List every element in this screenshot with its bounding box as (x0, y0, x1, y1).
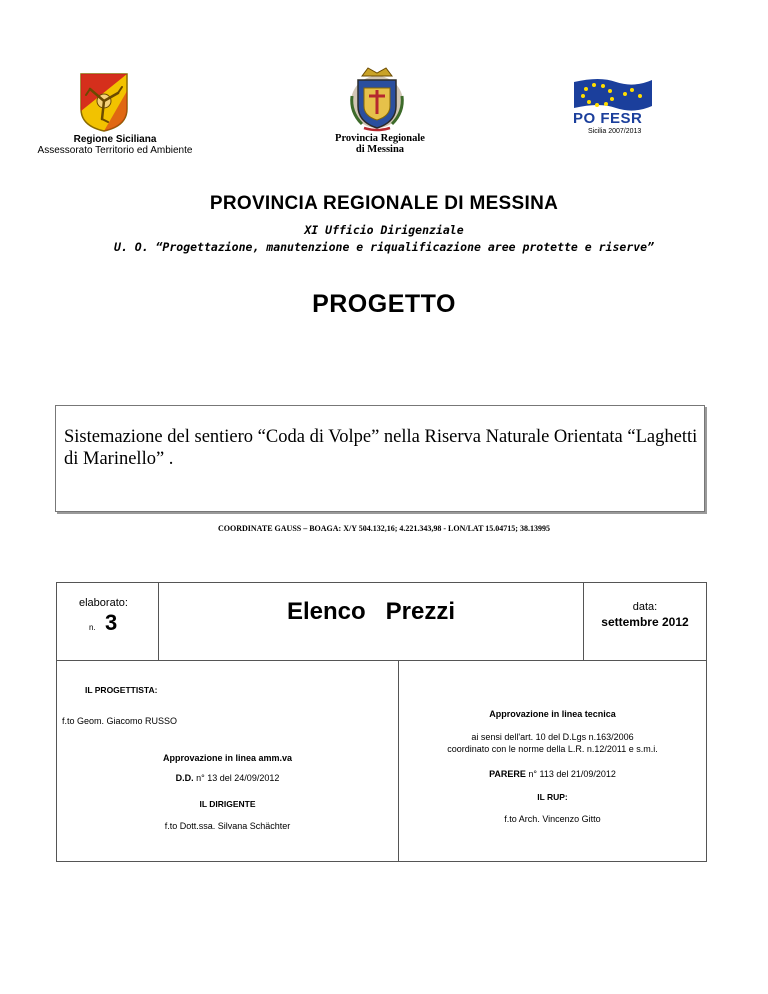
project-heading: PROGETTO (312, 290, 456, 318)
unit-subtitle: U. O. “Progettazione, manutenzione e riqualificazione aree protette e riserve” (113, 240, 655, 254)
dd-line (57, 773, 398, 783)
data-value: settembre 2012 (601, 615, 689, 629)
parere-label: PARERE (489, 769, 526, 779)
dirigente-name: f.to Dott.ssa. Silvana Schächter (164, 821, 291, 831)
office-subtitle: XI Ufficio Dirigenziale (304, 223, 464, 237)
approvazione-amm-label: Approvazione in linea amm.va (162, 753, 293, 763)
regione-siciliana-name: Regione Siciliana (73, 134, 157, 145)
project-description: Sistemazione del sentiero “Coda di Volpe” nella Riserva Naturale Orientata “Laghetti di Marinello” . (64, 427, 698, 469)
document-title: Elenco Prezzi (286, 598, 456, 625)
po-fesr-text: PO FESR (573, 110, 643, 127)
po-fesr-logo (570, 76, 656, 138)
rup-name: f.to Arch. Vincenzo Gitto (504, 814, 601, 824)
project-description-box (55, 405, 705, 512)
crest-icon (348, 66, 406, 132)
elaborato-number: 3 (105, 610, 118, 635)
parere-line (399, 769, 706, 779)
regione-siciliana-logo (78, 71, 130, 133)
dirigente-label: IL DIRIGENTE (199, 799, 256, 809)
po-fesr-subtext: Sicilia 2007/2013 (588, 128, 642, 135)
dd-value: n° 13 del 24/09/2012 (196, 773, 280, 783)
parere-value: n° 113 del 21/09/2012 (528, 769, 616, 779)
law-line-2: coordinato con le norme della L.R. n.12/2011 e s.m.i. (447, 744, 658, 754)
data-label: data: (632, 601, 658, 613)
approvazione-tecnica-label: Approvazione in linea tecnica (489, 709, 616, 719)
trinacria-shield-icon (78, 71, 130, 133)
progettista-name: f.to Geom. Giacomo RUSSO (62, 716, 178, 726)
law-line-1: ai sensi dell'art. 10 del D.Lgs n.163/2006 (471, 732, 634, 742)
provincia-line1: Provincia Regionale (335, 133, 425, 144)
elaborato-label: elaborato: (79, 597, 128, 609)
provincia-line2: di Messina (355, 144, 405, 155)
n-label: n. (89, 623, 96, 632)
rup-label: IL RUP: (537, 792, 568, 802)
dd-label: D.D. (175, 773, 194, 783)
assessorato-name: Assessorato Territorio ed Ambiente (37, 145, 193, 156)
coordinates-line: COORDINATE GAUSS – BOAGA: X/Y 504.132,16; 4.221.343,98 - LON/LAT 15.04715; 38.13995 (218, 524, 550, 533)
provincia-messina-crest (348, 66, 406, 132)
progettista-label: IL PROGETTISTA: (85, 685, 158, 695)
info-table (56, 582, 707, 862)
main-title: PROVINCIA REGIONALE DI MESSINA (209, 193, 559, 214)
